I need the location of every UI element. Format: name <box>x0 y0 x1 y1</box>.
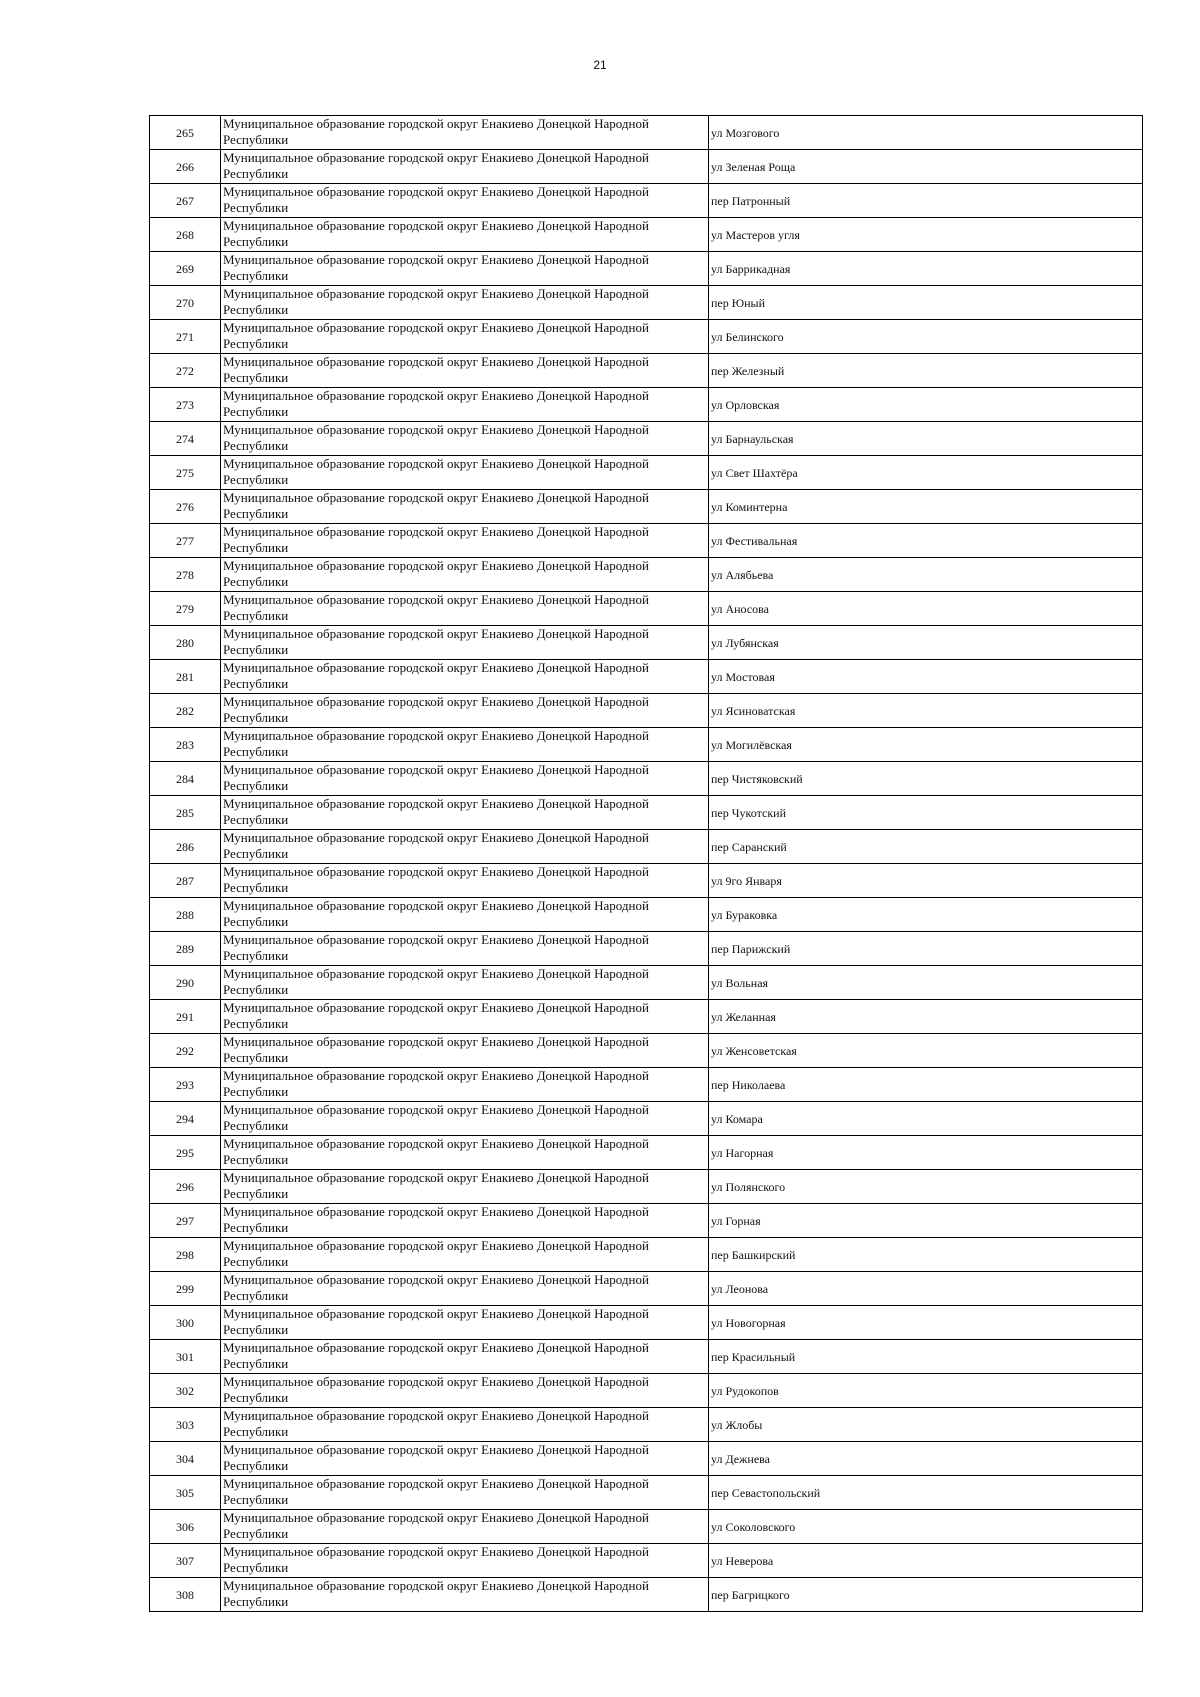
municipality-cell: Муниципальное образование городской округ Енакиево Донецкой Народной Республики <box>221 1544 709 1578</box>
table-row <box>150 558 1143 592</box>
street-cell: ул Женсоветская <box>709 1034 1143 1068</box>
table-row <box>150 1170 1143 1204</box>
municipality-cell: Муниципальное образование городской округ Енакиево Донецкой Народной Республики <box>221 1170 709 1204</box>
row-number-cell: 286 <box>150 830 221 864</box>
municipality-cell: Муниципальное образование городской округ Енакиево Донецкой Народной Республики <box>221 1510 709 1544</box>
row-number-cell: 293 <box>150 1068 221 1102</box>
row-number-cell: 300 <box>150 1306 221 1340</box>
street-cell: ул Ясиноватская <box>709 694 1143 728</box>
table-row <box>150 626 1143 660</box>
row-number-cell: 287 <box>150 864 221 898</box>
row-number-cell: 274 <box>150 422 221 456</box>
municipality-cell: Муниципальное образование городской округ Енакиево Донецкой Народной Республики <box>221 1000 709 1034</box>
street-cell: ул Коминтерна <box>709 490 1143 524</box>
municipality-cell: Муниципальное образование городской округ Енакиево Донецкой Народной Республики <box>221 184 709 218</box>
table-body <box>150 116 1143 1612</box>
table-row <box>150 660 1143 694</box>
row-number-cell: 269 <box>150 252 221 286</box>
municipality-cell: Муниципальное образование городской округ Енакиево Донецкой Народной Республики <box>221 1034 709 1068</box>
municipality-cell: Муниципальное образование городской округ Енакиево Донецкой Народной Республики <box>221 1340 709 1374</box>
row-number-cell: 295 <box>150 1136 221 1170</box>
street-cell: ул Вольная <box>709 966 1143 1000</box>
municipality-cell: Муниципальное образование городской округ Енакиево Донецкой Народной Республики <box>221 592 709 626</box>
table-row <box>150 388 1143 422</box>
table-row <box>150 762 1143 796</box>
street-cell: ул Могилёвская <box>709 728 1143 762</box>
street-cell: ул Горная <box>709 1204 1143 1238</box>
row-number-cell: 276 <box>150 490 221 524</box>
row-number-cell: 281 <box>150 660 221 694</box>
table-row <box>150 218 1143 252</box>
row-number-cell: 266 <box>150 150 221 184</box>
table-row <box>150 150 1143 184</box>
table-row <box>150 354 1143 388</box>
table-row <box>150 1272 1143 1306</box>
municipality-cell: Муниципальное образование городской округ Енакиево Донецкой Народной Республики <box>221 898 709 932</box>
street-cell: ул Мостовая <box>709 660 1143 694</box>
street-cell: пер Патронный <box>709 184 1143 218</box>
municipality-cell: Муниципальное образование городской округ Енакиево Донецкой Народной Республики <box>221 1068 709 1102</box>
street-cell: ул Белинского <box>709 320 1143 354</box>
row-number-cell: 265 <box>150 116 221 150</box>
table-row <box>150 422 1143 456</box>
municipality-cell: Муниципальное образование городской округ Енакиево Донецкой Народной Республики <box>221 218 709 252</box>
table-row <box>150 116 1143 150</box>
municipality-cell: Муниципальное образование городской округ Енакиево Донецкой Народной Республики <box>221 1136 709 1170</box>
table-row <box>150 796 1143 830</box>
table-row <box>150 1340 1143 1374</box>
row-number-cell: 290 <box>150 966 221 1000</box>
street-cell: ул Жлобы <box>709 1408 1143 1442</box>
municipality-cell: Муниципальное образование городской округ Енакиево Донецкой Народной Республики <box>221 252 709 286</box>
row-number-cell: 303 <box>150 1408 221 1442</box>
municipality-cell: Муниципальное образование городской округ Енакиево Донецкой Народной Республики <box>221 1102 709 1136</box>
row-number-cell: 299 <box>150 1272 221 1306</box>
row-number-cell: 305 <box>150 1476 221 1510</box>
table-row <box>150 1204 1143 1238</box>
row-number-cell: 268 <box>150 218 221 252</box>
row-number-cell: 292 <box>150 1034 221 1068</box>
table-row <box>150 1238 1143 1272</box>
street-cell: ул Новогорная <box>709 1306 1143 1340</box>
row-number-cell: 294 <box>150 1102 221 1136</box>
municipality-cell: Муниципальное образование городской округ Енакиево Донецкой Народной Республики <box>221 1204 709 1238</box>
municipality-cell: Муниципальное образование городской округ Енакиево Донецкой Народной Республики <box>221 1408 709 1442</box>
street-cell: пер Башкирский <box>709 1238 1143 1272</box>
table-row <box>150 286 1143 320</box>
municipality-cell: Муниципальное образование городской округ Енакиево Донецкой Народной Республики <box>221 388 709 422</box>
row-number-cell: 289 <box>150 932 221 966</box>
municipality-cell: Муниципальное образование городской округ Енакиево Донецкой Народной Республики <box>221 660 709 694</box>
table-row <box>150 1068 1143 1102</box>
row-number-cell: 307 <box>150 1544 221 1578</box>
table-row <box>150 1374 1143 1408</box>
street-cell: ул Леонова <box>709 1272 1143 1306</box>
street-cell: ул Нагорная <box>709 1136 1143 1170</box>
street-cell: ул Неверова <box>709 1544 1143 1578</box>
municipality-cell: Муниципальное образование городской округ Енакиево Донецкой Народной Республики <box>221 354 709 388</box>
street-cell: ул 9го Января <box>709 864 1143 898</box>
municipality-cell: Муниципальное образование городской округ Енакиево Донецкой Народной Республики <box>221 490 709 524</box>
table-row <box>150 1000 1143 1034</box>
row-number-cell: 288 <box>150 898 221 932</box>
street-cell: пер Саранский <box>709 830 1143 864</box>
row-number-cell: 278 <box>150 558 221 592</box>
row-number-cell: 301 <box>150 1340 221 1374</box>
municipality-cell: Муниципальное образование городской округ Енакиево Донецкой Народной Республики <box>221 1238 709 1272</box>
street-cell: ул Зеленая Роща <box>709 150 1143 184</box>
street-cell: ул Мозгового <box>709 116 1143 150</box>
table-row <box>150 490 1143 524</box>
street-cell: ул Аносова <box>709 592 1143 626</box>
municipality-cell: Муниципальное образование городской округ Енакиево Донецкой Народной Республики <box>221 796 709 830</box>
row-number-cell: 275 <box>150 456 221 490</box>
table-row <box>150 1102 1143 1136</box>
row-number-cell: 267 <box>150 184 221 218</box>
street-cell: пер Севастопольский <box>709 1476 1143 1510</box>
table-row <box>150 1408 1143 1442</box>
municipality-cell: Муниципальное образование городской округ Енакиево Донецкой Народной Республики <box>221 1578 709 1612</box>
municipality-cell: Муниципальное образование городской округ Енакиево Донецкой Народной Республики <box>221 830 709 864</box>
municipality-cell: Муниципальное образование городской округ Енакиево Донецкой Народной Республики <box>221 1442 709 1476</box>
street-cell: пер Николаева <box>709 1068 1143 1102</box>
street-cell: ул Бураковка <box>709 898 1143 932</box>
table-row <box>150 1476 1143 1510</box>
municipality-cell: Муниципальное образование городской округ Енакиево Донецкой Народной Республики <box>221 694 709 728</box>
table-row <box>150 966 1143 1000</box>
page-number: 21 <box>593 58 607 72</box>
row-number-cell: 308 <box>150 1578 221 1612</box>
row-number-cell: 291 <box>150 1000 221 1034</box>
municipality-cell: Муниципальное образование городской округ Енакиево Донецкой Народной Республики <box>221 286 709 320</box>
row-number-cell: 302 <box>150 1374 221 1408</box>
row-number-cell: 304 <box>150 1442 221 1476</box>
street-cell: пер Железный <box>709 354 1143 388</box>
street-cell: ул Дежнева <box>709 1442 1143 1476</box>
municipality-cell: Муниципальное образование городской округ Енакиево Донецкой Народной Республики <box>221 1374 709 1408</box>
row-number-cell: 272 <box>150 354 221 388</box>
table-row <box>150 320 1143 354</box>
street-cell: пер Чукотский <box>709 796 1143 830</box>
municipality-cell: Муниципальное образование городской округ Енакиево Донецкой Народной Республики <box>221 762 709 796</box>
table-row <box>150 1136 1143 1170</box>
street-cell: пер Красильный <box>709 1340 1143 1374</box>
municipality-cell: Муниципальное образование городской округ Енакиево Донецкой Народной Республики <box>221 626 709 660</box>
municipality-cell: Муниципальное образование городской округ Енакиево Донецкой Народной Республики <box>221 422 709 456</box>
street-cell: ул Мастеров угля <box>709 218 1143 252</box>
street-cell: ул Фестивальная <box>709 524 1143 558</box>
table-row <box>150 184 1143 218</box>
table-row <box>150 898 1143 932</box>
municipality-cell: Муниципальное образование городской округ Енакиево Донецкой Народной Республики <box>221 864 709 898</box>
address-table <box>149 115 1143 1612</box>
row-number-cell: 285 <box>150 796 221 830</box>
row-number-cell: 297 <box>150 1204 221 1238</box>
row-number-cell: 282 <box>150 694 221 728</box>
table-row <box>150 1034 1143 1068</box>
row-number-cell: 270 <box>150 286 221 320</box>
street-cell: ул Орловская <box>709 388 1143 422</box>
table-row <box>150 1544 1143 1578</box>
row-number-cell: 306 <box>150 1510 221 1544</box>
municipality-cell: Муниципальное образование городской округ Енакиево Донецкой Народной Республики <box>221 558 709 592</box>
table-row <box>150 1510 1143 1544</box>
street-cell: ул Желанная <box>709 1000 1143 1034</box>
street-cell: ул Рудокопов <box>709 1374 1143 1408</box>
municipality-cell: Муниципальное образование городской округ Енакиево Донецкой Народной Республики <box>221 966 709 1000</box>
table-row <box>150 1442 1143 1476</box>
table-row <box>150 932 1143 966</box>
street-cell: ул Свет Шахтёра <box>709 456 1143 490</box>
row-number-cell: 296 <box>150 1170 221 1204</box>
street-cell: пер Парижский <box>709 932 1143 966</box>
table-row <box>150 524 1143 558</box>
municipality-cell: Муниципальное образование городской округ Енакиево Донецкой Народной Республики <box>221 150 709 184</box>
street-cell: ул Соколовского <box>709 1510 1143 1544</box>
municipality-cell: Муниципальное образование городской округ Енакиево Донецкой Народной Республики <box>221 1306 709 1340</box>
table-row <box>150 694 1143 728</box>
row-number-cell: 279 <box>150 592 221 626</box>
table-row <box>150 1306 1143 1340</box>
municipality-cell: Муниципальное образование городской округ Енакиево Донецкой Народной Республики <box>221 116 709 150</box>
street-cell: пер Чистяковский <box>709 762 1143 796</box>
row-number-cell: 280 <box>150 626 221 660</box>
street-cell: ул Комара <box>709 1102 1143 1136</box>
street-cell: пер Багрицкого <box>709 1578 1143 1612</box>
table-row <box>150 592 1143 626</box>
municipality-cell: Муниципальное образование городской округ Енакиево Донецкой Народной Республики <box>221 456 709 490</box>
row-number-cell: 271 <box>150 320 221 354</box>
street-cell: ул Баррикадная <box>709 252 1143 286</box>
row-number-cell: 283 <box>150 728 221 762</box>
street-cell: ул Лубянская <box>709 626 1143 660</box>
street-cell: ул Барнаульская <box>709 422 1143 456</box>
table-row <box>150 728 1143 762</box>
row-number-cell: 273 <box>150 388 221 422</box>
street-cell: ул Алябьева <box>709 558 1143 592</box>
table-row <box>150 830 1143 864</box>
row-number-cell: 298 <box>150 1238 221 1272</box>
municipality-cell: Муниципальное образование городской округ Енакиево Донецкой Народной Республики <box>221 932 709 966</box>
row-number-cell: 284 <box>150 762 221 796</box>
municipality-cell: Муниципальное образование городской округ Енакиево Донецкой Народной Республики <box>221 728 709 762</box>
row-number-cell: 277 <box>150 524 221 558</box>
municipality-cell: Муниципальное образование городской округ Енакиево Донецкой Народной Республики <box>221 524 709 558</box>
municipality-cell: Муниципальное образование городской округ Енакиево Донецкой Народной Республики <box>221 320 709 354</box>
table-row <box>150 864 1143 898</box>
table-row <box>150 456 1143 490</box>
table-row <box>150 252 1143 286</box>
municipality-cell: Муниципальное образование городской округ Енакиево Донецкой Народной Республики <box>221 1272 709 1306</box>
street-cell: ул Полянского <box>709 1170 1143 1204</box>
street-cell: пер Юный <box>709 286 1143 320</box>
municipality-cell: Муниципальное образование городской округ Енакиево Донецкой Народной Республики <box>221 1476 709 1510</box>
table-row <box>150 1578 1143 1612</box>
